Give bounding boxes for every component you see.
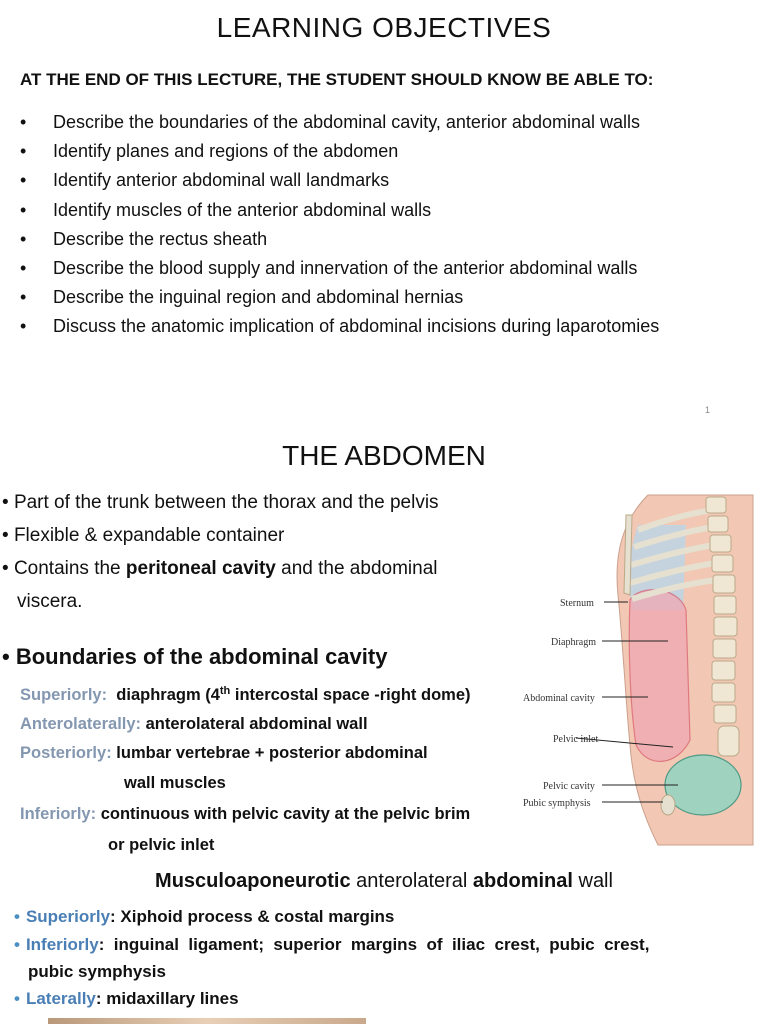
wall-text: : midaxillary lines bbox=[95, 989, 239, 1008]
superscript: th bbox=[219, 685, 231, 697]
abdominal-cavity-figure bbox=[518, 485, 768, 855]
wall-superiorly: • Superiorly: Xiphoid process & costal margins bbox=[14, 907, 395, 926]
point-text: Part of the trunk between the thorax and the pelvis bbox=[13, 492, 439, 513]
wall-laterally: • Laterally: midaxillary lines bbox=[14, 989, 239, 1008]
boundary-label: Superiorly: bbox=[20, 686, 108, 704]
point-text: Contains the bbox=[13, 558, 126, 579]
boundary-inferiorly bbox=[20, 805, 470, 824]
list-item: • Describe the rectus sheath bbox=[18, 229, 659, 258]
boundary-label: Posteriorly: bbox=[20, 744, 112, 762]
point-text: Flexible & expandable container bbox=[13, 525, 285, 546]
slide-title-learning-objectives: LEARNING OBJECTIVES bbox=[216, 12, 552, 43]
wall-label: Inferiorly bbox=[25, 935, 99, 954]
boundaries-heading: • Boundaries of the abdominal cavity bbox=[2, 644, 388, 669]
boundary-posteriorly bbox=[20, 744, 428, 763]
label-diaphragm: Diaphragm bbox=[551, 637, 596, 648]
heading-text: wall bbox=[572, 870, 613, 892]
label-abdominal-cavity: Abdominal cavity bbox=[523, 693, 595, 704]
musculoaponeurotic-heading bbox=[0, 870, 768, 893]
wall-label: Laterally bbox=[25, 989, 96, 1008]
heading-bold: Musculoaponeurotic bbox=[155, 870, 351, 892]
peritoneal-cavity-term: peritoneal cavity bbox=[125, 558, 276, 579]
page-number: 1 bbox=[705, 405, 711, 415]
wall-text: : inguinal ligament; superior margins of iliac crest, pubic crest, bbox=[98, 935, 650, 954]
list-item: • Describe the boundaries of the abdominal cavity, anterior abdominal walls bbox=[18, 112, 659, 141]
boundary-posteriorly-cont: wall muscles bbox=[124, 774, 226, 792]
boundary-text: intercostal space -right dome) bbox=[230, 686, 471, 704]
point-text: and the abdominal bbox=[275, 558, 438, 579]
objectives-intro: AT THE END OF THIS LECTURE, THE STUDENT SHOULD KNOW BE ABLE TO: bbox=[20, 70, 654, 89]
list-item: • Identify muscles of the anterior abdominal walls bbox=[18, 200, 659, 229]
boundary-anterolaterally bbox=[20, 715, 368, 734]
boundary-text: anterolateral abdominal wall bbox=[141, 715, 368, 733]
next-figure-edge bbox=[48, 1018, 366, 1024]
label-sternum: Sternum bbox=[560, 598, 594, 609]
label-pubic-symphysis: Pubic symphysis bbox=[523, 798, 591, 809]
heading-text: anterolateral bbox=[350, 870, 473, 892]
list-item: • Identify planes and regions of the abdomen bbox=[18, 141, 659, 170]
boundary-superiorly bbox=[20, 685, 471, 705]
list-item: • Identify anterior abdominal wall landmarks bbox=[18, 170, 659, 199]
heading-bold: abdominal bbox=[472, 870, 573, 892]
slide-title-the-abdomen: THE ABDOMEN bbox=[282, 440, 486, 471]
abdominal-cavity-region bbox=[629, 590, 690, 762]
wall-inferiorly-cont: pubic symphysis bbox=[28, 962, 166, 981]
boundary-label: Inferiorly: bbox=[20, 805, 97, 823]
list-item: • Discuss the anatomic implication of abdominal incisions during laparotomies bbox=[18, 316, 659, 345]
point-contains: • Contains the peritoneal cavity and the abdominal bbox=[2, 558, 438, 579]
objectives-list bbox=[18, 112, 659, 346]
boundary-text: lumbar vertebrae + posterior abdominal bbox=[111, 744, 428, 762]
sternum-bone bbox=[624, 515, 632, 595]
boundary-text: continuous with pelvic cavity at the pelvic brim bbox=[96, 805, 471, 823]
boundary-label: Anterolaterally: bbox=[20, 715, 142, 733]
point-contains-cont: viscera. bbox=[17, 591, 83, 612]
boundary-text: diaphragm (4 bbox=[116, 686, 220, 704]
list-item: • Describe the blood supply and innervation of the anterior abdominal walls bbox=[18, 258, 659, 287]
point-trunk: • Part of the trunk between the thorax and the pelvis bbox=[2, 492, 439, 513]
label-pelvic-cavity: Pelvic cavity bbox=[543, 781, 595, 792]
pubic-bone bbox=[661, 795, 675, 815]
point-container: • Flexible & expandable container bbox=[2, 525, 285, 546]
wall-text: : Xiphoid process & costal margins bbox=[110, 907, 395, 926]
boundary-inferiorly-cont: or pelvic inlet bbox=[108, 836, 215, 854]
boundaries-heading-text: Boundaries of the abdominal cavity bbox=[15, 644, 388, 669]
label-pelvic-inlet: Pelvic inlet bbox=[553, 734, 599, 745]
list-item: • Describe the inguinal region and abdominal hernias bbox=[18, 287, 659, 316]
wall-inferiorly: • Inferiorly: inguinal ligament; superior margins of iliac crest, pubic crest, bbox=[14, 935, 650, 954]
wall-label: Superiorly bbox=[25, 907, 111, 926]
